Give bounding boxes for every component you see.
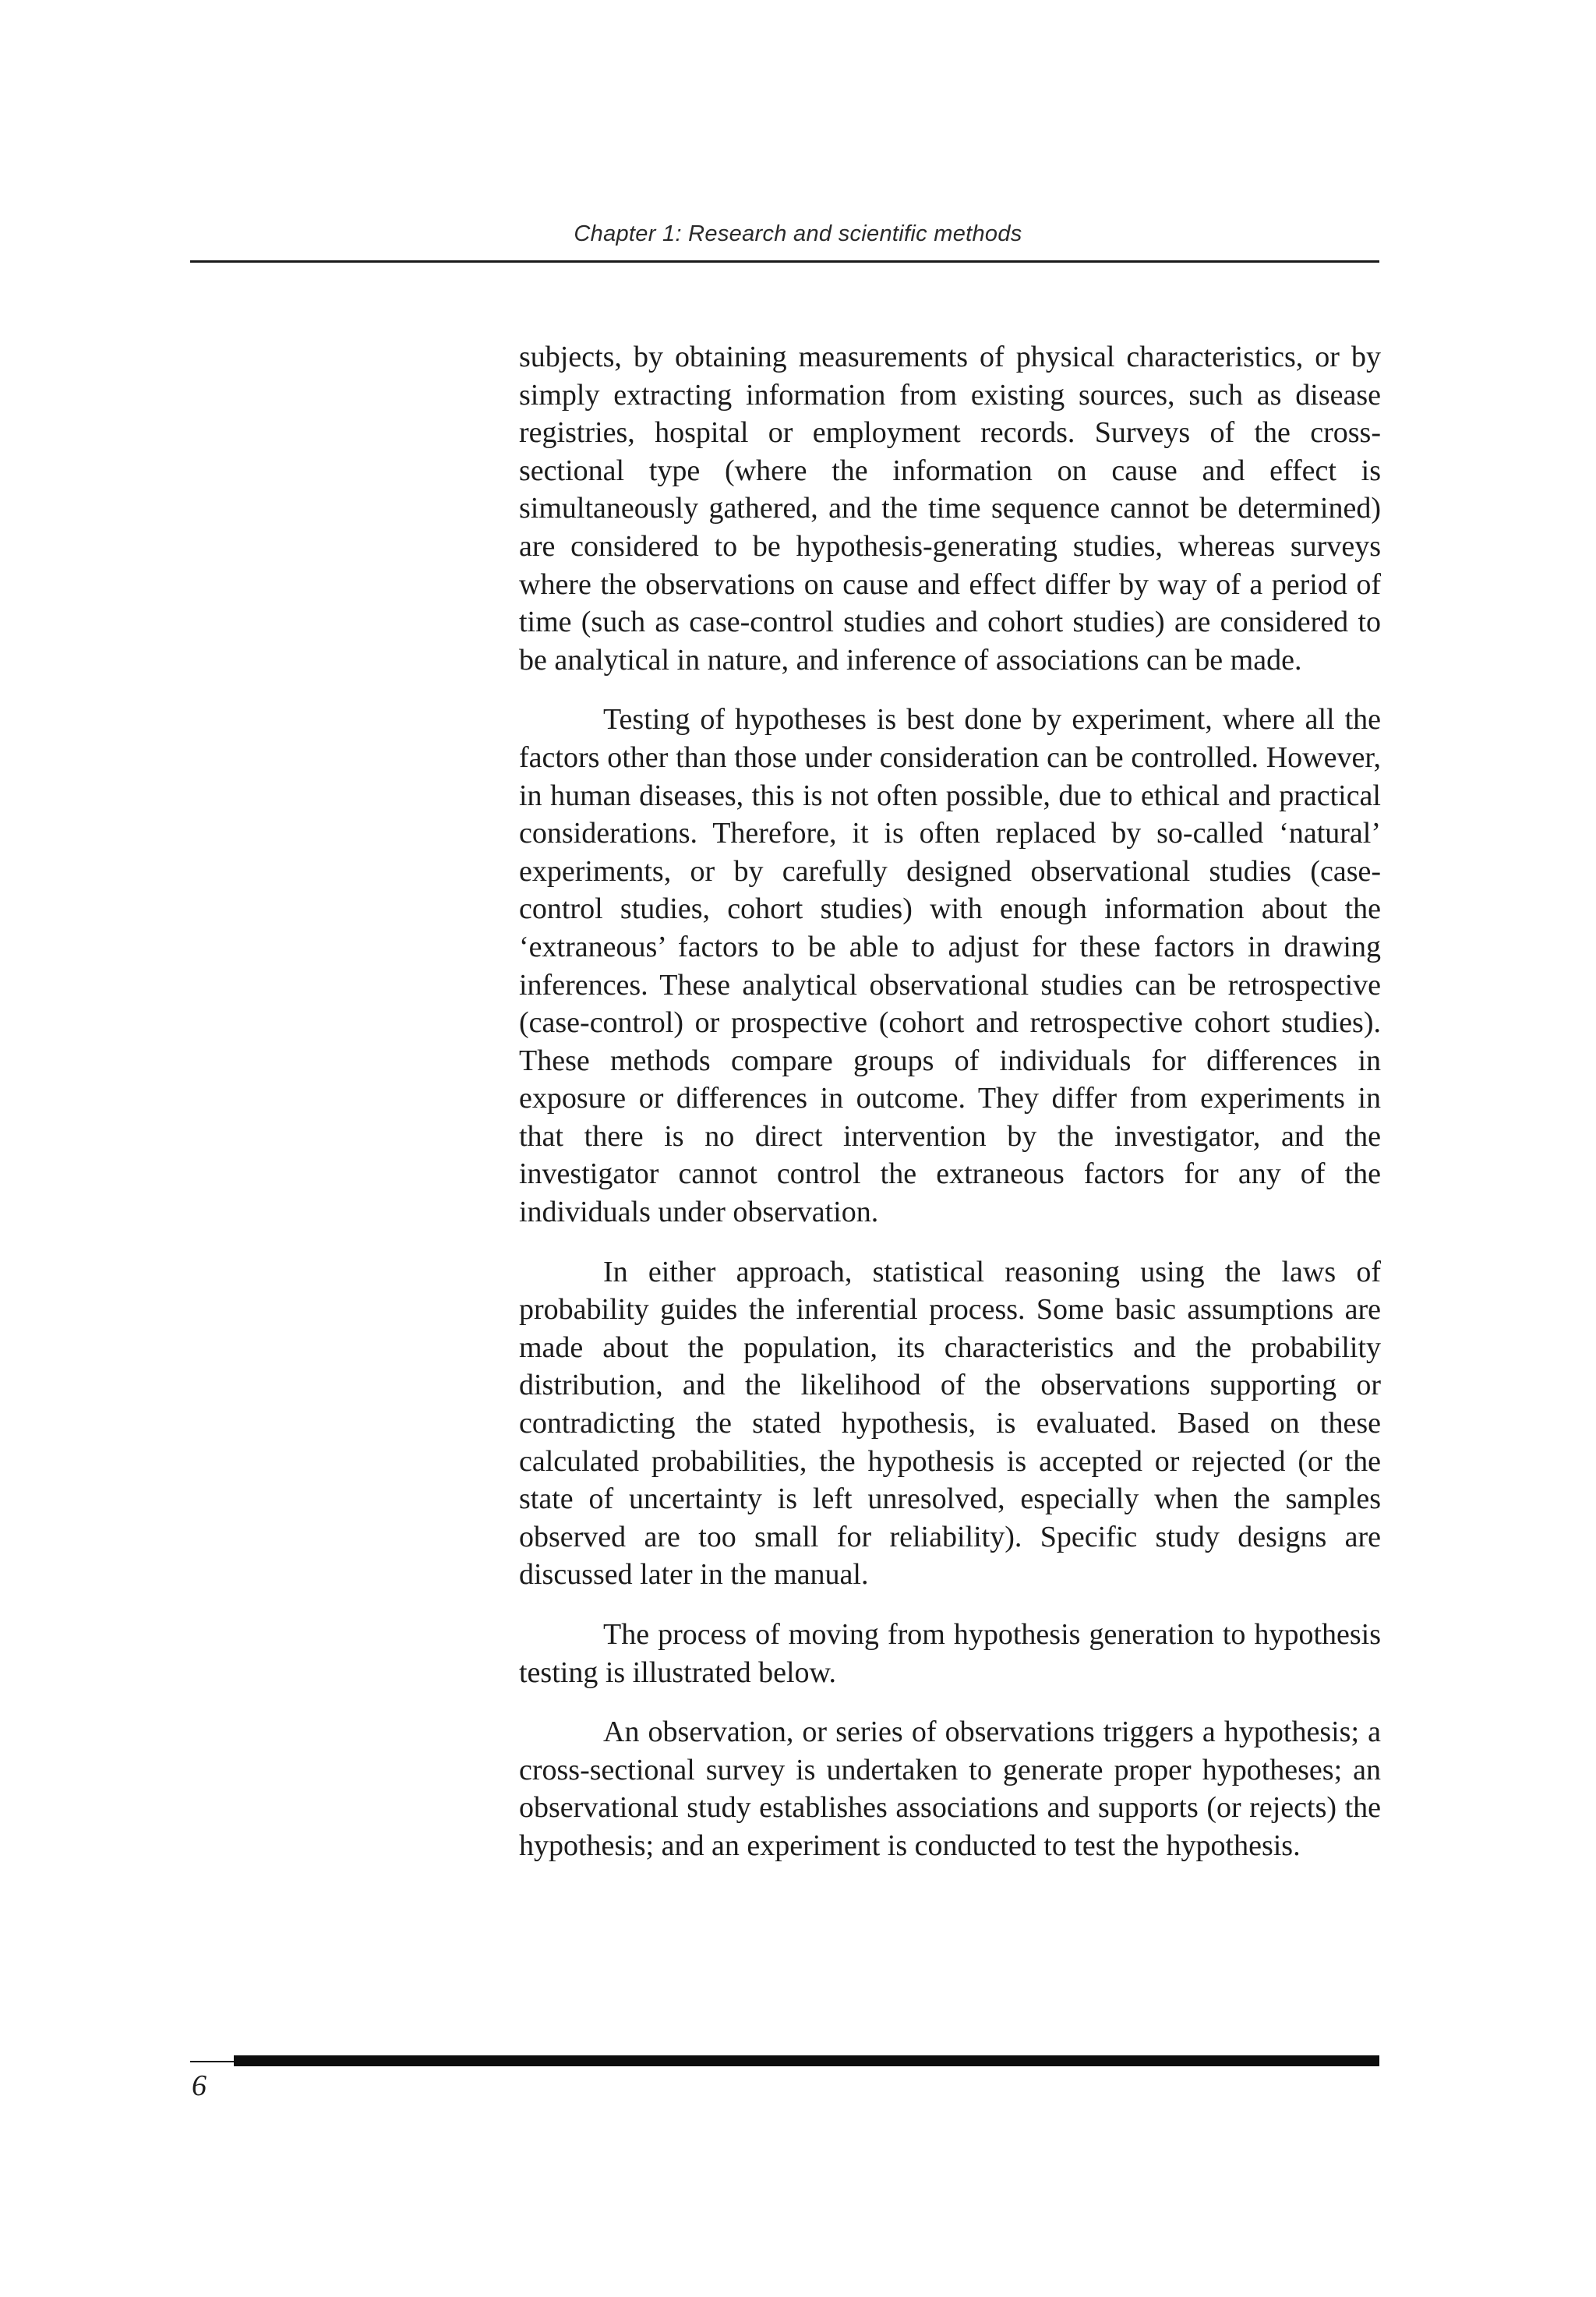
- paragraph-process: The process of moving from hypothesis generation to hypothesis testing is illustrated below.: [519, 1618, 1381, 1689]
- footer-rule-thin: [190, 2061, 234, 2062]
- footer-rule-thick: [234, 2055, 1379, 2066]
- paragraph-statistical-reasoning: In either approach, statistical reasoning using the laws of probability guides the inferential process. Some basic assumptions are made about the population, its characteristics and the probability distribution, and the likelihood of the observations supporting or contradicting the stated hypothesis, is evaluated. Based on these calculated probabilities, the hypothesis is accepted or rejected (or the state of uncertainty is left unresolved, especially when the samples observed are too small for reliability). Specific study designs are discussed later in the manual.: [519, 1255, 1381, 1592]
- running-header: Chapter 1: Research and scientific methods: [574, 221, 1022, 246]
- paragraph-continuation: subjects, by obtaining measurements of physical characteristics, or by simply extracting information from existing sources, such as disease registries, hospital or employment records. Surveys of the cross-sectional type (where the information on cause and effect is simultaneously gathered, and the time sequence cannot be determined) are considered to be hypothesis-generating studies, whereas surveys where the observations on cause and effect differ by way of a period of time (such as case-control studies and cohort studies) are considered to be analytical in nature, and inference of associations can be made.: [519, 341, 1381, 677]
- page-number: 6: [192, 2069, 207, 2102]
- paragraph-testing-hypotheses: Testing of hypotheses is best done by experiment, where all the factors other than those under consideration can be controlled. However, in human diseases, this is not often possible, due to ethical and practical considerations. Therefore, it is often replaced by so-called ‘natural’ experiments, or by carefully designed observational studies (case-control studies, cohort studies) with enough information about the ‘extraneous’ factors to be able to adjust for these factors in drawing inferences. These analytical observational studies can be retrospective (case-control) or prospective (cohort and retrospective cohort studies). These methods compare groups of individuals for differences in exposure or differences in outcome. They differ from experiments in that there is no direct intervention by the investigator, and the investigator cannot control the extraneous factors for any of the individuals under observation.: [519, 703, 1381, 1229]
- paragraph-observation-chain: An observation, or series of observations triggers a hypothesis; a cross-sectional survey is undertaken to generate proper hypotheses; an observational study establishes associations and supports (or rejects) the hypothesis; and an experiment is conducted to test the hypothesis.: [519, 1716, 1381, 1862]
- header-rule: [190, 260, 1379, 263]
- body-text: [519, 338, 1381, 1887]
